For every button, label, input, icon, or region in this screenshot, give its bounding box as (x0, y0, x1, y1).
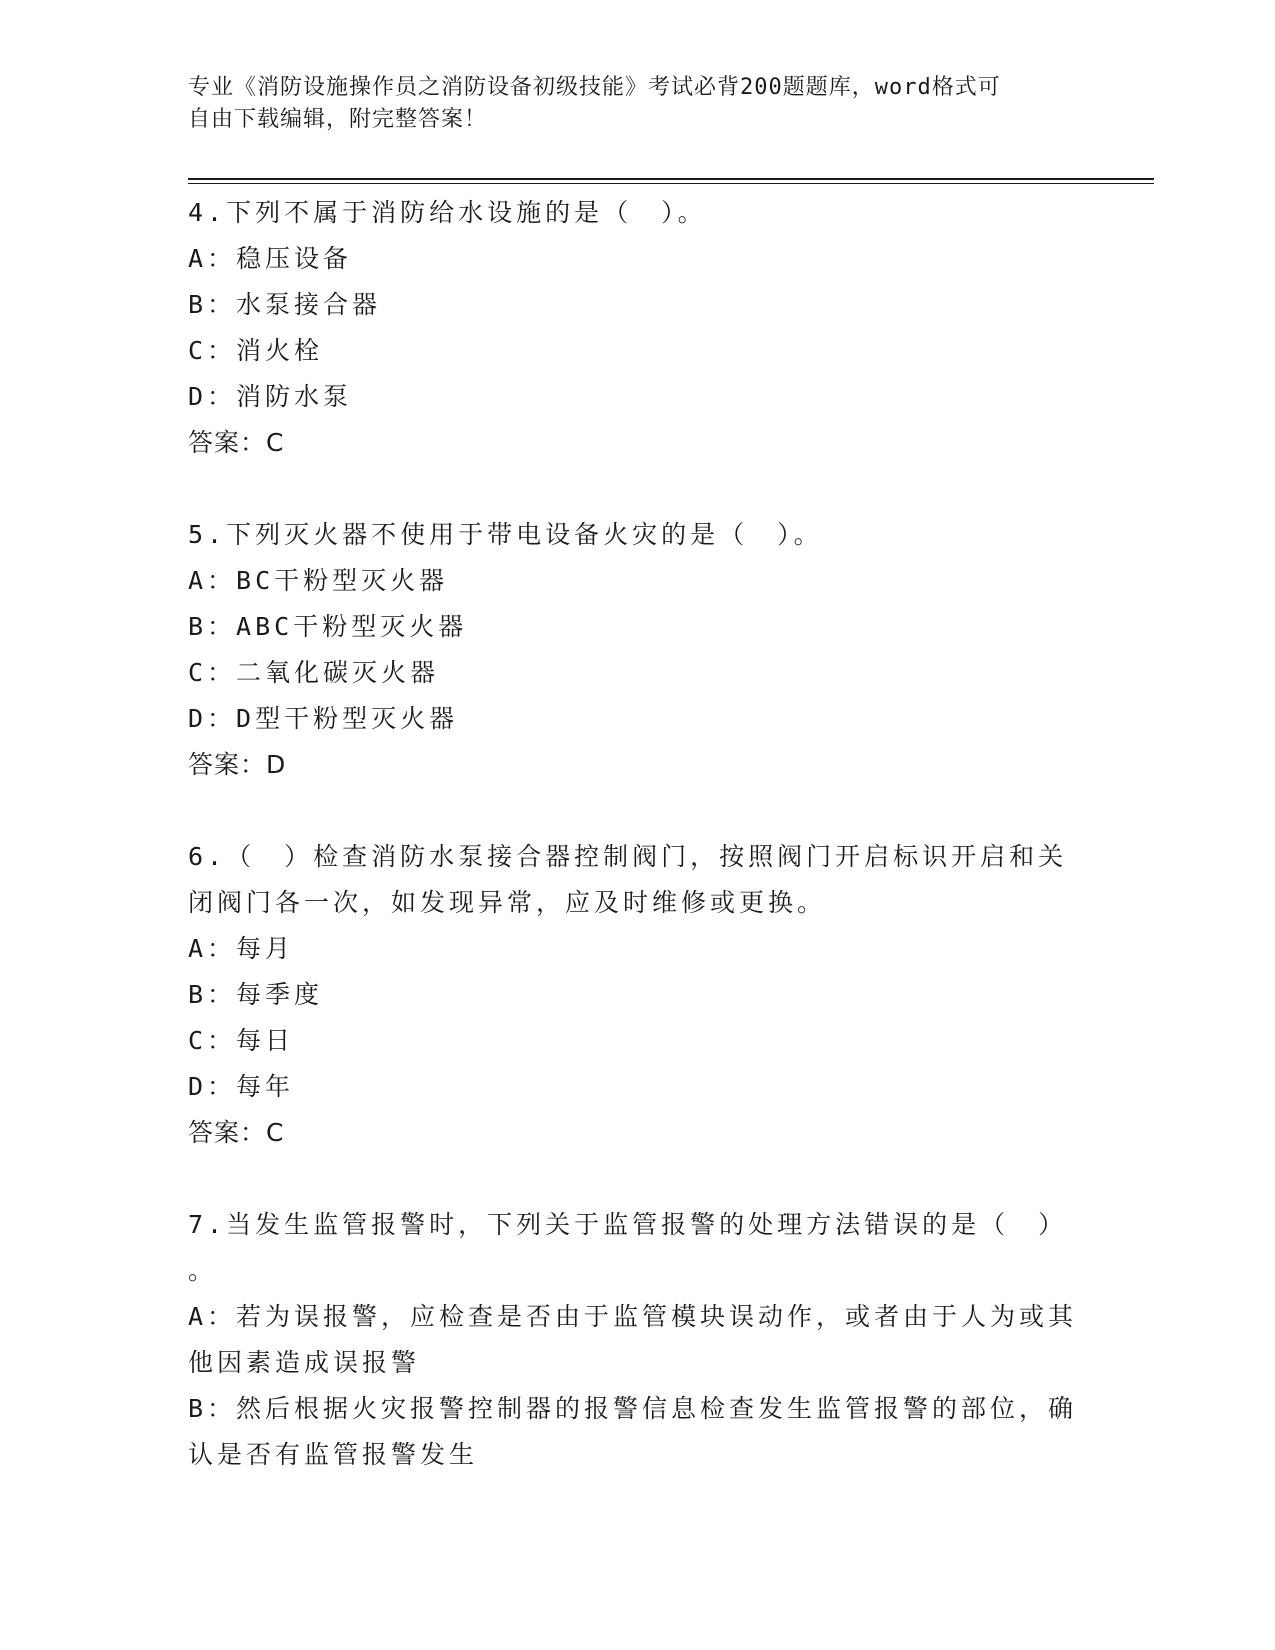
question-stem-continued: 闭阀门各一次，如发现异常，应及时维修或更换。 (188, 888, 827, 917)
option-c: C：每日 (188, 1026, 295, 1055)
question-stem: 6.（ ）检查消防水泵接合器控制阀门，按照阀门开启标识开启和关 (188, 842, 1068, 871)
option-b: B：水泵接合器 (188, 290, 382, 319)
option-d: D：消防水泵 (188, 382, 353, 411)
option-b-continued: 认是否有监管报警发生 (188, 1440, 479, 1469)
header-divider-thick (188, 178, 1154, 180)
document-header (188, 72, 1068, 136)
answer-label: 答案：C (188, 1118, 285, 1147)
question-block (188, 834, 1088, 1156)
option-b: B：然后根据火灾报警控制器的报警信息检查发生监管报警的部位，确 (188, 1394, 1078, 1423)
option-d: D：D型干粉型灭火器 (188, 704, 459, 733)
option-a: A：若为误报警，应检查是否由于监管模块误动作，或者由于人为或其 (188, 1302, 1078, 1331)
option-c: C：消火栓 (188, 336, 324, 365)
answer-label: 答案：D (188, 750, 287, 779)
option-c: C：二氧化碳灭火器 (188, 658, 440, 687)
answer-label: 答案：C (188, 428, 285, 457)
question-stem: 5.下列灭火器不使用于带电设备火灾的是（ ）。 (188, 520, 823, 549)
option-d: D：每年 (188, 1072, 295, 1101)
option-b: B：ABC干粉型灭火器 (188, 612, 468, 641)
header-line-2: 自由下载编辑，附完整答案！ (188, 107, 488, 132)
header-line-1: 专业《消防设施操作员之消防设备初级技能》考试必背200题题库，word格式可 (188, 75, 1001, 100)
question-block (188, 512, 1088, 788)
question-stem-continued: 。 (188, 1256, 218, 1285)
option-a: A：稳压设备 (188, 244, 353, 273)
option-b: B：每季度 (188, 980, 324, 1009)
question-list (188, 190, 1088, 1478)
question-block (188, 190, 1088, 466)
option-a: A：BC干粉型灭火器 (188, 566, 449, 595)
question-stem: 7.当发生监管报警时，下列关于监管报警的处理方法错误的是（ ） (188, 1210, 1068, 1239)
option-a-continued: 他因素造成误报警 (188, 1348, 421, 1377)
question-block (188, 1202, 1088, 1478)
question-stem: 4.下列不属于消防给水设施的是（ ）。 (188, 198, 707, 227)
option-a: A：每月 (188, 934, 295, 963)
header-divider-thin (188, 183, 1154, 184)
